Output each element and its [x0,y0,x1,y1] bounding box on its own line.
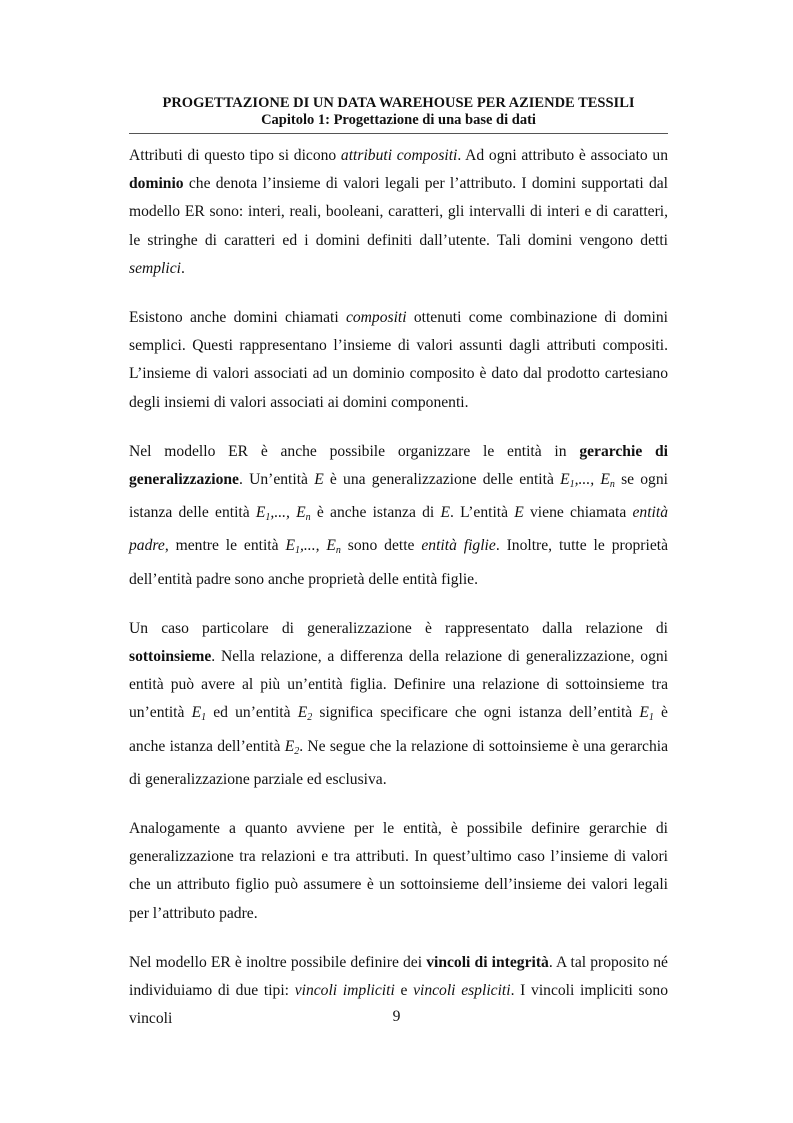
math-e: E [314,471,324,489]
math-e1: $E_1$ [639,704,654,724]
running-header [129,95,668,129]
header-divider [129,133,668,134]
term-entita-figlie: entità figlie [421,537,496,555]
math-e1-en: $E_1$,..., $E_n$ [560,471,615,491]
term-sottoinsieme: sottoinsieme [129,648,212,666]
chapter-title: Capitolo 1: Progettazione di una base di dati [261,112,536,128]
math-e: E [440,504,450,522]
document-title: PROGETTAZIONE DI UN DATA WAREHOUSE PER AZIENDE TESSILI [162,95,635,111]
math-e2: $E_2$ [284,737,300,757]
page-number: 9 [392,1008,401,1025]
paragraph-3: Nel modello ER è anche possibile organizzare le entità in gerarchie di generalizzazione. Un’entità E è una generalizzazione delle entità $E_1$,..., $E_n$ se ogni istanza delle entità $E_1$,..., $E_n$ è anche istanza di E. L’entità E viene chiamata entità padre, mentre le entità $E_1$,..., $E_n$ sono dette entità figlie. Inoltre, tutte le proprietà dell’entità padre sono anche proprietà delle entità figlie. [129,442,669,588]
term-semplici: semplici [129,259,181,277]
paragraph-5: Analogamente a quanto avviene per le entità, è possibile definire gerarchie di generalizzazione tra relazioni e tra attributi. In quest’ultimo caso l’insieme di valori che un attributo figlio può assumere è un sottoinsieme dell’insieme dei valori legali per l’attributo padre. [129,820,668,922]
paragraph-2: Esistono anche domini chiamati compositi ottenuti come combinazione di domini semplici. Questi rappresentano l’insieme di valori assunti dagli attributi compositi. L’insieme di valori associati ad un dominio composito è dato dal prodotto cartesiano degli insiemi di valori associati ai domini componenti. [129,309,668,411]
math-e2: $E_2$ [297,704,313,724]
math-e1: $E_1$ [191,704,207,724]
term-vincoli-espliciti: vincoli espliciti [413,982,511,1000]
math-e: E [514,504,524,522]
paragraph-6: Nel modello ER è inoltre possibile definire dei vincoli di integrità. A tal proposito né individuiamo di due tipi: vincoli impliciti e vincoli espliciti. I vincoli impliciti sono vincoli [129,953,669,1028]
paragraph-1: Attributi di questo tipo si dicono attributi compositi. Ad ogni attributo è associato un dominio che denota l’insieme di valori legali per l’attributo. I domini supportati dal modello ER sono: interi, reali, booleani, caratteri, gli intervalli di interi e di caratteri, le stringhe di caratteri ed i domini definiti dall’utente. Tali domini vengono detti semplici. [129,147,668,277]
term-vincoli-di-integrita: vincoli di integrità [426,953,549,971]
term-dominio: dominio [129,175,184,193]
term-attributi-compositi: attributi compositi [340,147,458,164]
term-gerarchie-di-generalizzazione: gerarchie di generalizzazione [129,442,668,489]
math-e1-en: $E_1$,..., $E_n$ [285,537,341,557]
term-vincoli-impliciti: vincoli impliciti [294,982,395,1000]
term-entita-padre: entità padre [129,504,669,555]
term-compositi: compositi [345,309,407,327]
math-e1-en: $E_1$,..., $E_n$ [255,504,311,524]
body-text [129,142,668,1054]
paragraph-4: Un caso particolare di generalizzazione è rappresentato dalla relazione di sottoinsieme. Nella relazione, a differenza della relazione di generalizzazione, ogni entità può avere al più un’entità figlia. Definire una relazione di sottoinsieme tra un’entità $E_1$ ed un’entità $E_2$ significa specificare che ogni istanza dell’entità $E_1$ è anche istanza dell’entità $E_2$. Ne segue che la relazione di sottoinsieme è una gerarchia di generalizzazione parziale ed esclusiva. [129,619,668,788]
